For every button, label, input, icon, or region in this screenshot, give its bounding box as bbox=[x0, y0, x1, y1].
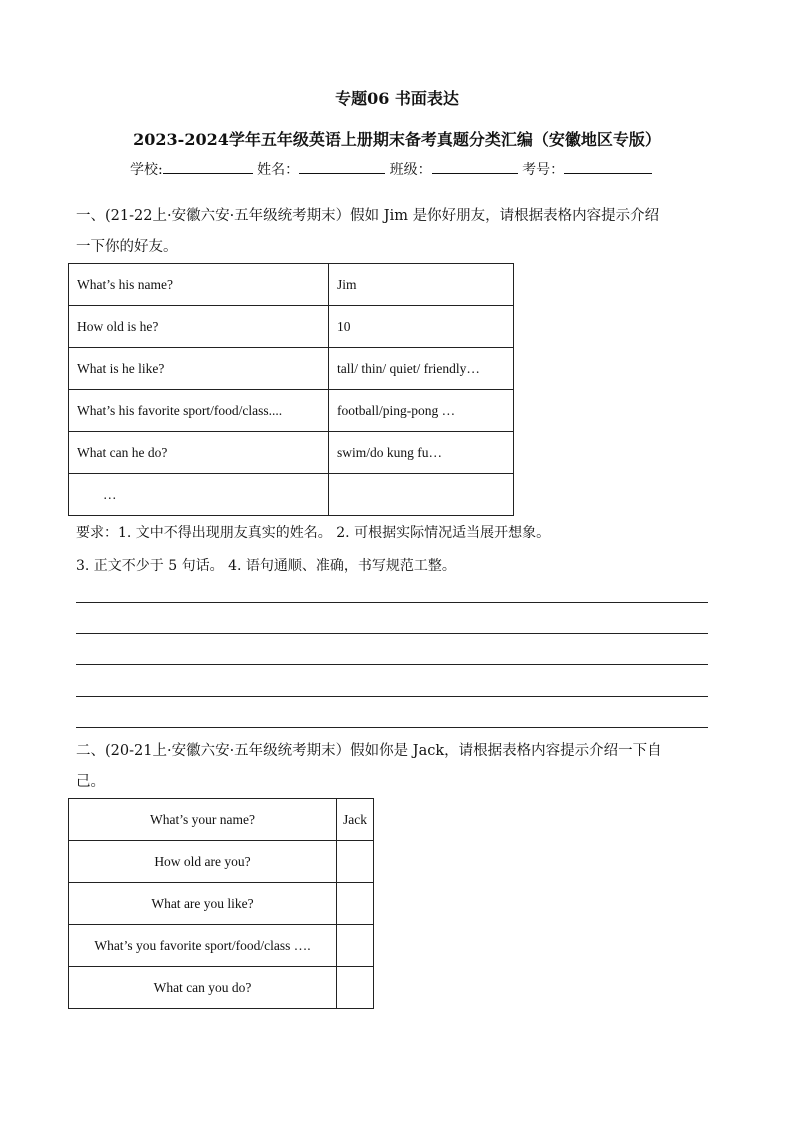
question-2-line-2: 己。 bbox=[76, 774, 105, 790]
table-question-cell: What’s you favorite sport/food/class …. bbox=[69, 925, 337, 967]
writing-line[interactable] bbox=[76, 664, 708, 665]
table-row bbox=[69, 306, 514, 348]
table-answer-cell: 10 bbox=[329, 306, 514, 348]
question-1-table bbox=[68, 263, 514, 516]
question-2-line-1: 二、(20-21上·安徽六安·五年级统考期末）假如你是 Jack，请根据表格内容提示介绍一下自 bbox=[76, 743, 662, 759]
page-title: 专题06 书面表达 bbox=[335, 89, 459, 108]
writing-line[interactable] bbox=[76, 633, 708, 634]
exam-number-blank[interactable] bbox=[564, 159, 652, 174]
student-info-line bbox=[130, 159, 652, 179]
table-question-cell: … bbox=[69, 474, 329, 516]
writing-line[interactable] bbox=[76, 696, 708, 697]
school-blank[interactable] bbox=[163, 159, 253, 174]
name-label: 姓名： bbox=[257, 162, 300, 178]
table-answer-cell: Jack bbox=[337, 799, 374, 841]
table-question-cell: What’s his name? bbox=[69, 264, 329, 306]
table-answer-cell[interactable] bbox=[337, 967, 374, 1009]
table-answer-cell bbox=[329, 474, 514, 516]
table-question-cell: How old are you? bbox=[69, 841, 337, 883]
table-answer-cell[interactable] bbox=[337, 883, 374, 925]
table-answer-cell: Jim bbox=[329, 264, 514, 306]
table-row bbox=[69, 967, 374, 1009]
question-1-line-2: 一下你的好友。 bbox=[76, 239, 178, 255]
requirements-line-1: 要求：1. 文中不得出现朋友真实的姓名。 2. 可根据实际情况适当展开想象。 bbox=[76, 525, 551, 541]
question-1-prompt bbox=[76, 201, 716, 263]
table-answer-cell: football/ping-pong … bbox=[329, 390, 514, 432]
table-row bbox=[69, 348, 514, 390]
collection-title: 2023-2024学年五年级英语上册期末备考真题分类汇编（安徽地区专版） bbox=[133, 130, 661, 149]
table-answer-cell: swim/do kung fu… bbox=[329, 432, 514, 474]
writing-line[interactable] bbox=[76, 602, 708, 603]
table-question-cell: What can he do? bbox=[69, 432, 329, 474]
table-row bbox=[69, 390, 514, 432]
table-row bbox=[69, 799, 374, 841]
question-2-table bbox=[68, 798, 374, 1009]
school-label: 学校: bbox=[130, 162, 163, 178]
question-1-line-1: 一、(21-22上·安徽六安·五年级统考期末）假如 Jim 是你好朋友，请根据表格内容提示介绍 bbox=[76, 208, 660, 224]
table-row bbox=[69, 474, 514, 516]
table-question-cell: What’s your name? bbox=[69, 799, 337, 841]
table-question-cell: What’s his favorite sport/food/class.... bbox=[69, 390, 329, 432]
class-blank[interactable] bbox=[432, 159, 518, 174]
table-row bbox=[69, 883, 374, 925]
name-blank[interactable] bbox=[299, 159, 385, 174]
requirements-line-2: 3. 正文不少于 5 句话。 4. 语句通顺、准确，书写规范工整。 bbox=[76, 558, 456, 574]
table-question-cell: What can you do? bbox=[69, 967, 337, 1009]
table-row bbox=[69, 925, 374, 967]
table-answer-cell[interactable] bbox=[337, 841, 374, 883]
class-label: 班级： bbox=[389, 162, 432, 178]
question-2-prompt bbox=[76, 736, 716, 798]
table-row bbox=[69, 841, 374, 883]
writing-line[interactable] bbox=[76, 727, 708, 728]
table-answer-cell: tall/ thin/ quiet/ friendly… bbox=[329, 348, 514, 390]
exam-number-label: 考号： bbox=[522, 162, 565, 178]
table-row bbox=[69, 264, 514, 306]
table-question-cell: What are you like? bbox=[69, 883, 337, 925]
table-row bbox=[69, 432, 514, 474]
table-question-cell: What is he like? bbox=[69, 348, 329, 390]
table-answer-cell[interactable] bbox=[337, 925, 374, 967]
table-question-cell: How old is he? bbox=[69, 306, 329, 348]
